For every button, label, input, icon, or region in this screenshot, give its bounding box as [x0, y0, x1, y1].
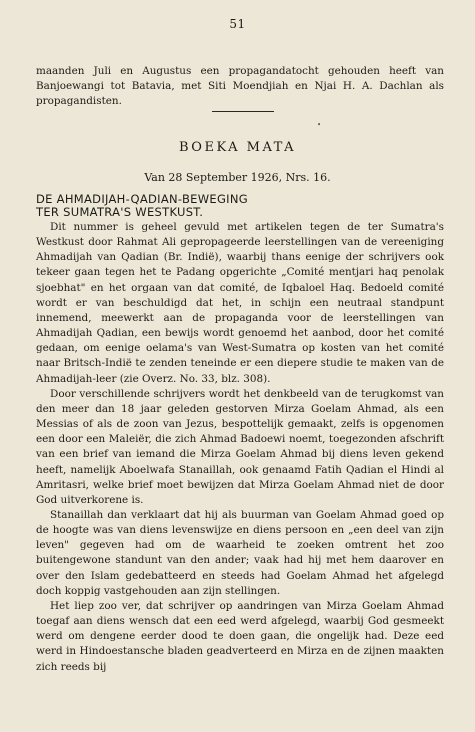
publication-date: Van 28 September 1926, Nrs. 16. — [144, 171, 331, 184]
intro-text: maanden Juli en Augustus een propagandatocht gehouden heeft van Banjoewangi tot Batavia, met Siti Moendjiah en Njai H. A. Dachlan als propagandisten. — [36, 65, 444, 108]
ink-mark: • — [317, 121, 322, 129]
page-number: 51 — [229, 17, 246, 31]
section-title-line-2: TER SUMATRA'S WESTKUST. — [36, 204, 204, 219]
section-divider — [212, 111, 274, 112]
body-paragraph: Het liep zoo ver, dat schrijver op aandringen van Mirza Goelam Ahmad toegaf aan diens wensch dat een eed werd afgelegd, waarbij God gesmeekt werd om dengene eerder dood te doen gaan, die ongelijk had. Deze eed werd in Hindoestansche bladen geadverteerd en Mirza en de zijnen maakten zich reeds bij — [36, 599, 444, 673]
section-title — [36, 193, 444, 218]
body-paragraph: Stanaillah dan verklaart dat hij als buurman van Goelam Ahmad goed op de hoogte was van diens levenswijze en diens persoon en „een deel van zijn leven" gegeven had om de waarheid te zoeken omtrent het zoo buitengewone standunt van den ander; vaak had hij met hem daarover en over den Islam gedebatteerd en steeds had Goelam Ahmad het afgelegd doch koppig vastgehouden aan zijn stellingen. — [36, 508, 444, 597]
body-paragraph: Dit nummer is geheel gevuld met artikelen tegen de ter Sumatra's Westkust door Rahmat Ali gepropageerde leerstellingen van de vereeniging Ahmadijah van Qadian (Br. Indië), waarbij thans eenige der schrijvers ook tekeer gaan tegen het te Padang opgerichte „Comité mentjari haq penolak sjoebhat" en het orgaan van dat comité, de Iqbaloel Haq. Bedoeld comité wordt er van beschuldigd dat het, in schijn een neutraal standpunt innemend, meewerkt aan de propaganda voor de leerstellingen van Ahmadijah Qadian, een bewijs wordt genoemd het aanbod, door het comité gedaan, om eenige oelama's van West-Sumatra op kosten van het comité naar Britsch-Indië te zenden teneinde er een diepere studie te maken van de Ahmadijah-leer (zie Overz. No. 33, blz. 308). — [36, 221, 444, 385]
body-paragraph: Door verschillende schrijvers wordt het denkbeeld van de terugkomst van den meer dan 18 jaar geleden gestorven Mirza Goelam Ahmad, als een Messias of als de zoon van Jezus, bespottelijk gemaakt, zelfs is opgenomen een door een Maleiër, die zich Ahmad Badoewi noemt, toegezonden afschrift van een brief van iemand die Mirza Goelam Ahmad bij diens leven gekend heeft, namelijk Aboelwafa Stanaillah, ook genaamd Fatih Qadian el Hindi al Amritasri, welke brief moet bewijzen dat Mirza Goelam Ahmad niet de door God uitverkorene is. — [36, 387, 444, 506]
article-body — [36, 220, 444, 675]
section-title-line-1: DE AHMADIJAH-QADIAN-BEWEGING — [36, 192, 248, 206]
publication-heading: BOEKA MATA — [179, 140, 296, 155]
intro-paragraph — [36, 64, 444, 109]
